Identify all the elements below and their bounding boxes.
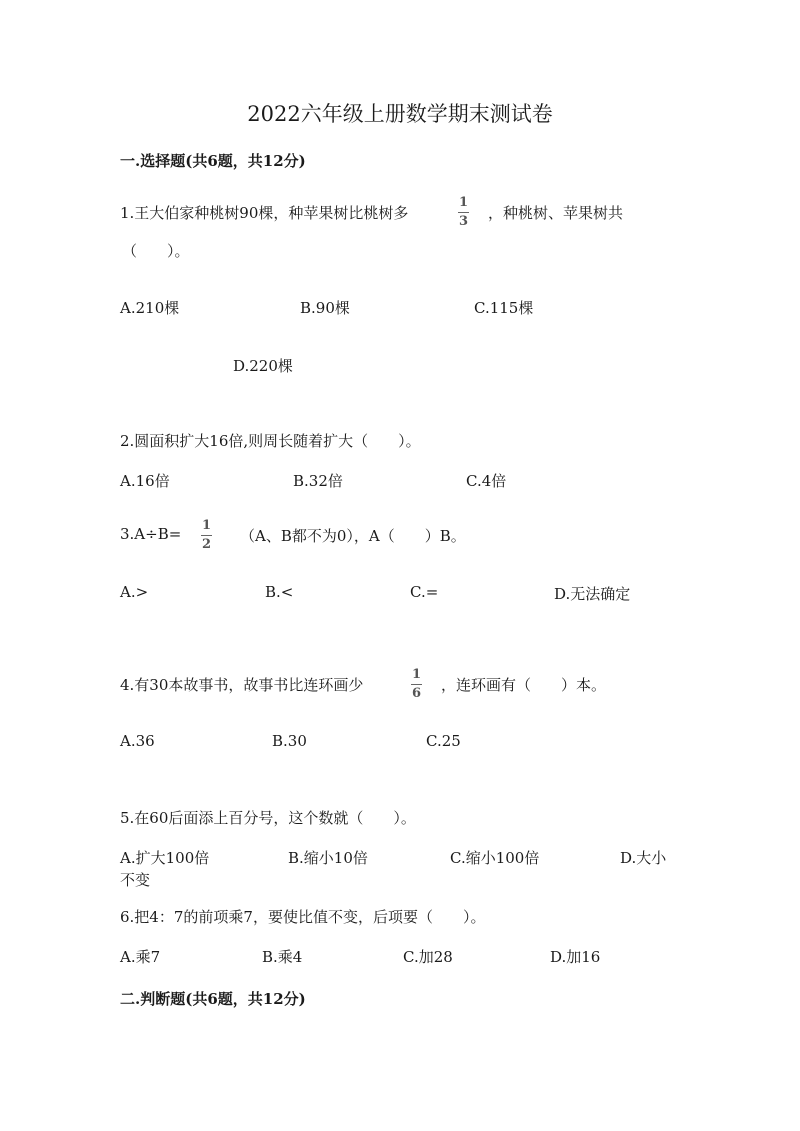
fraction-numerator: 1 [201,518,212,533]
question-3-option-c: C.= [410,583,439,601]
section-heading-judgment: 二.判断题(共6题，共12分) [120,990,306,1008]
question-5-option-d-wrap: 不变 [120,871,151,889]
question-4-option-a: A.36 [120,732,155,750]
question-1-text-cont: ，种桃树、苹果树共 [488,204,624,222]
question-5-option-c: C.缩小100倍 [450,849,540,867]
question-4-text: 4.有30本故事书，故事书比连环画少 [120,676,364,694]
question-5-option-b: B.缩小10倍 [288,849,368,867]
fraction-bar [201,535,212,536]
question-4-fraction [411,668,422,701]
question-1-text: 1.王大伯家种桃树90棵，种苹果树比桃树多 [120,204,409,222]
question-3-option-d: D.无法确定 [554,585,631,603]
question-3-option-a: A.> [120,583,149,601]
question-1-fraction [458,196,469,229]
question-4-option-b: B.30 [272,732,307,750]
question-6-text: 6.把4：7的前项乘7，要使比值不变，后项要（ ）。 [120,908,486,926]
fraction-bar [458,212,469,213]
question-6-option-a: A.乘7 [120,948,161,966]
question-5-text: 5.在60后面添上百分号，这个数就（ ）。 [120,809,416,827]
question-1-option-c: C.115棵 [474,299,534,317]
question-2-option-a: A.16倍 [120,472,170,490]
question-1-option-d: D.220棵 [233,357,293,375]
question-6-option-b: B.乘4 [262,948,303,966]
fraction-bar [411,684,422,685]
question-1-option-a: A.210棵 [120,299,180,317]
page-title: 2022六年级上册数学期末测试卷 [247,102,553,126]
question-2-text: 2.圆面积扩大16倍,则周长随着扩大（ ）。 [120,432,421,450]
question-4-option-c: C.25 [426,732,461,750]
question-2-option-c: C.4倍 [466,472,507,490]
question-3-option-b: B.< [265,583,294,601]
question-6-option-c: C.加28 [403,948,453,966]
fraction-denominator: 3 [458,214,469,229]
question-3-fraction [201,519,212,552]
question-5-option-d: D.大小 [620,849,667,867]
question-5-option-a: A.扩大100倍 [120,849,210,867]
question-1-option-b: B.90棵 [300,299,350,317]
fraction-numerator: 1 [458,195,469,210]
fraction-numerator: 1 [411,667,422,682]
question-2-option-b: B.32倍 [293,472,343,490]
question-4-text-cont: ，连环画有（ ）本。 [441,676,607,694]
question-1-blank: （ ）。 [122,242,190,260]
question-3-text: 3.A÷B= [120,525,182,543]
fraction-denominator: 2 [201,537,212,552]
section-heading-choice: 一.选择题(共6题，共12分) [120,152,306,170]
fraction-denominator: 6 [411,686,422,701]
question-3-text-cont: （A、B都不为0），A（ ）B。 [240,527,466,545]
question-6-option-d: D.加16 [550,948,601,966]
